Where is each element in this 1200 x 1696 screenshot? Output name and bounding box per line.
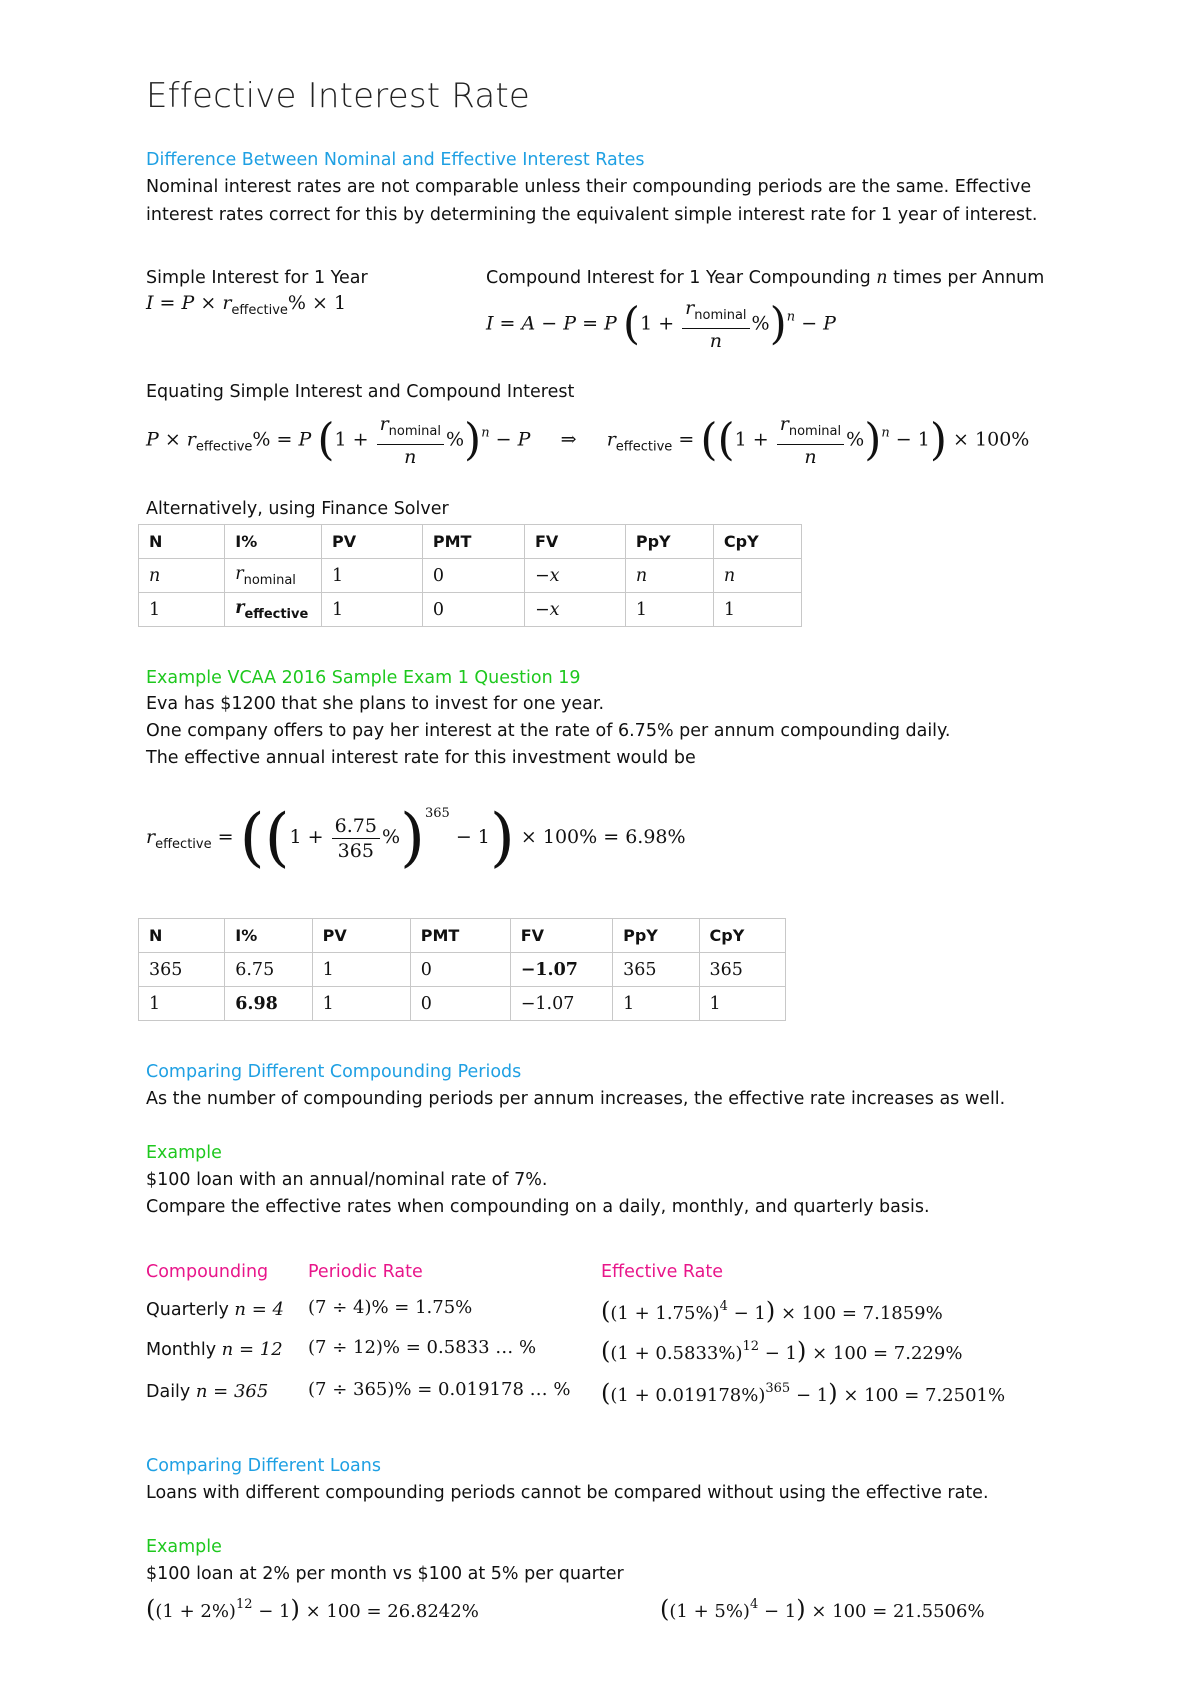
intro-paragraph-line2: interest rates correct for this by determining the equivalent simple interest rate for 1 year of interest. <box>146 205 1038 225</box>
section-heading-compounding-periods: Comparing Different Compounding Periods <box>146 1062 522 1082</box>
example1-heading: Example VCAA 2016 Sample Exam 1 Question 19 <box>146 668 581 688</box>
table-header-cell: PMT <box>410 919 510 953</box>
table-cell: 365 <box>613 953 699 987</box>
table-cell: −x <box>524 593 625 627</box>
table-header-cell: PpY <box>613 919 699 953</box>
row-daily-periodic: (7 ÷ 365)% = 0.019178 … % <box>308 1379 571 1400</box>
table-cell: 0 <box>410 953 510 987</box>
table-cell: 365 <box>699 953 785 987</box>
compound-interest-formula: I = A − P = P (1 + $\frac{r_{nominal}}{n}$ %)$^n$ − P <box>486 297 836 352</box>
table-cell: n <box>139 559 225 593</box>
row-quarterly-effective: $((1 + 1.75\%)^4 - 1) \times 100 = 7.1859\%$ <box>601 1297 943 1325</box>
finance-solver-label: Alternatively, using Finance Solver <box>146 499 449 519</box>
example3-left-formula: $((1 + 2\%)^{12} - 1) \times 100 = 26.8242\%$ <box>146 1595 479 1623</box>
section2-paragraph: As the number of compounding periods per annum increases, the effective rate increases as well. <box>146 1089 1006 1109</box>
table-cell: 0 <box>422 559 524 593</box>
table-header-cell: PpY <box>625 525 713 559</box>
finance-solver-table-example <box>138 918 786 1021</box>
section3-paragraph: Loans with different compounding periods cannot be compared without using the effective rate. <box>146 1483 989 1503</box>
row-daily-label: Daily n = 365 <box>146 1381 269 1402</box>
table-cell: 0 <box>422 593 524 627</box>
table-header-cell: CpY <box>699 919 785 953</box>
table-cell: 1 <box>312 953 410 987</box>
table-cell: −1.07 <box>510 987 612 1021</box>
table-header-cell: N <box>139 525 225 559</box>
example3-right-formula: $((1 + 5\%)^4 - 1) \times 100 = 21.5506\%$ <box>660 1595 985 1623</box>
table-header-cell: PMT <box>422 525 524 559</box>
table-cell: 1 <box>312 987 410 1021</box>
table-cell: 1 <box>321 559 422 593</box>
table-cell: −1.07 <box>510 953 612 987</box>
row-quarterly-periodic: (7 ÷ 4)% = 1.75% <box>308 1297 473 1318</box>
simple-interest-label: Simple Interest for 1 Year <box>146 268 368 288</box>
table-cell: n <box>625 559 713 593</box>
table-cell: 6.75 <box>225 953 312 987</box>
equating-label: Equating Simple Interest and Compound Interest <box>146 382 575 402</box>
example3-line1: $100 loan at 2% per month vs $100 at 5% per quarter <box>146 1564 624 1584</box>
example3-heading: Example <box>146 1537 222 1557</box>
page-title: Effective Interest Rate <box>146 76 531 116</box>
row-monthly-periodic: (7 ÷ 12)% = 0.5833 … % <box>308 1337 537 1358</box>
example1-line2: One company offers to pay her interest at the rate of 6.75% per annum compounding daily. <box>146 721 951 741</box>
example1-line1: Eva has $1200 that she plans to invest for one year. <box>146 694 605 714</box>
table-cell: 1 <box>321 593 422 627</box>
table-cell: 1 <box>713 593 801 627</box>
table-header-cell: PV <box>321 525 422 559</box>
example1-line3: The effective annual interest rate for this investment would be <box>146 748 696 768</box>
row-monthly-label: Monthly n = 12 <box>146 1339 283 1360</box>
table-cell: 0 <box>410 987 510 1021</box>
table-cell: 365 <box>139 953 225 987</box>
simple-interest-formula: $I = P \times r_{effective}\% \times 1$ <box>146 292 347 318</box>
compound-interest-label: Compound Interest for 1 Year Compounding n times per Annum <box>486 268 1045 288</box>
table-cell: $r_{effective}$ <box>225 593 322 627</box>
section-heading-different-loans: Comparing Different Loans <box>146 1456 381 1476</box>
row-quarterly-label: Quarterly n = 4 <box>146 1299 284 1320</box>
column-header-effective-rate: Effective Rate <box>601 1262 724 1282</box>
table-header-cell: I% <box>225 919 312 953</box>
table-cell: −x <box>524 559 625 593</box>
table-row <box>139 987 786 1021</box>
table-row <box>139 559 802 593</box>
table-header-cell: FV <box>510 919 612 953</box>
intro-paragraph-line1: Nominal interest rates are not comparable unless their compounding periods are the same. Effective <box>146 177 1032 197</box>
table-row <box>139 593 802 627</box>
table-cell: 1 <box>139 987 225 1021</box>
row-daily-effective: $((1 + 0.019178\%)^{365} - 1) \times 100 = 7.2501\%$ <box>601 1379 1006 1407</box>
table-cell: 1 <box>139 593 225 627</box>
column-header-compounding: Compounding <box>146 1262 269 1282</box>
example2-line1: $100 loan with an annual/nominal rate of 7%. <box>146 1170 548 1190</box>
table-cell: n <box>713 559 801 593</box>
table-header-row <box>139 919 786 953</box>
table-header-cell: N <box>139 919 225 953</box>
row-monthly-effective: $((1 + 0.5833\%)^{12} - 1) \times 100 = 7.229\%$ <box>601 1337 963 1365</box>
finance-solver-table-general <box>138 524 802 627</box>
table-cell: 1 <box>699 987 785 1021</box>
example2-line2: Compare the effective rates when compounding on a daily, monthly, and quarterly basis. <box>146 1197 930 1217</box>
table-cell: 1 <box>613 987 699 1021</box>
section-heading-difference: Difference Between Nominal and Effective Interest Rates <box>146 150 645 170</box>
table-cell: $r_{nominal}$ <box>225 559 322 593</box>
table-cell: 6.98 <box>225 987 312 1021</box>
column-header-periodic-rate: Periodic Rate <box>308 1262 423 1282</box>
table-header-cell: PV <box>312 919 410 953</box>
table-row <box>139 953 786 987</box>
table-header-cell: I% <box>225 525 322 559</box>
equating-formula: $P \times r_{effective}\% = P$ (1 + $\frac{r_{nominal}}{n}$ %)$^n$ − P ⇒ $r_{effective} = ((1$ + $\frac{r_{nominal}}{n}$ %)$^n$ − 1) × 100% <box>146 413 1030 468</box>
example1-formula: $r_{effective} = ((1$ + $\frac{6.75}{365}$ %)$^{365}$ − 1) × 100% = 6.98% <box>146 801 686 875</box>
table-header-cell: CpY <box>713 525 801 559</box>
table-cell: 1 <box>625 593 713 627</box>
table-header-cell: FV <box>524 525 625 559</box>
table-header-row <box>139 525 802 559</box>
example2-heading: Example <box>146 1143 222 1163</box>
